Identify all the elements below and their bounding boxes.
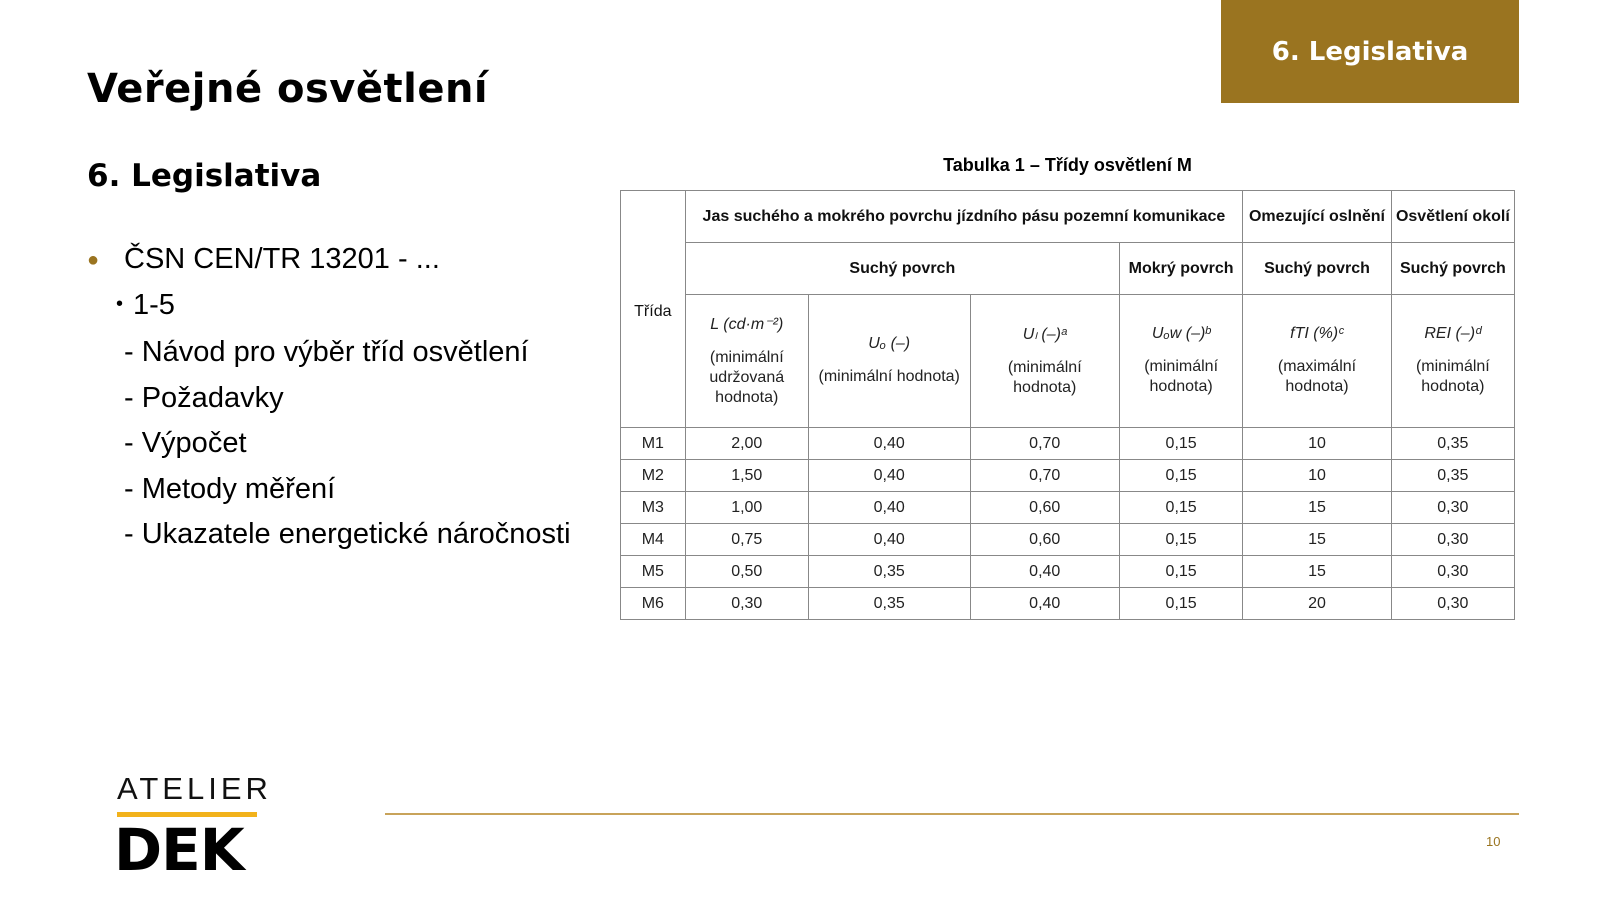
table-row xyxy=(621,588,1515,620)
table-cell: 0,40 xyxy=(808,492,970,524)
header-class: Třída xyxy=(621,191,686,428)
column-header: REI (–)ᵈ (minimální hodnota) xyxy=(1391,295,1514,428)
page-title: Veřejné osvětlení xyxy=(87,66,489,112)
table-cell: 0,60 xyxy=(970,492,1120,524)
list-item: - Výpočet xyxy=(124,427,247,459)
table-cell: 0,40 xyxy=(808,524,970,556)
column-header: L (cd·m⁻²) (minimální udržovaná hodnota) xyxy=(685,295,808,428)
table-cell: 1,00 xyxy=(685,492,808,524)
table-cell: 0,15 xyxy=(1120,524,1243,556)
table-cell: 0,70 xyxy=(970,460,1120,492)
table-cell: 0,50 xyxy=(685,556,808,588)
list-item: - Metody měření xyxy=(124,472,336,505)
table-cell: 0,30 xyxy=(1391,556,1514,588)
header-surround-group: Osvětlení okolí xyxy=(1391,191,1514,243)
table-cell: 0,70 xyxy=(970,428,1120,460)
table-row xyxy=(621,428,1515,460)
table-cell: 15 xyxy=(1243,524,1391,556)
table-cell: 15 xyxy=(1243,492,1391,524)
table-cell: M5 xyxy=(621,556,686,588)
header-dry-surface-glare: Suchý povrch xyxy=(1243,243,1391,295)
header-dry-surface-surround: Suchý povrch xyxy=(1391,243,1514,295)
table-cell: 0,40 xyxy=(970,588,1120,620)
table-cell: 0,35 xyxy=(808,556,970,588)
table-cell: 0,30 xyxy=(1391,524,1514,556)
page-number: 10 xyxy=(1486,834,1501,849)
table-cell: 10 xyxy=(1243,460,1391,492)
table-cell: 0,35 xyxy=(1391,460,1514,492)
bullet-dot-icon: • xyxy=(116,293,124,315)
table-cell: 10 xyxy=(1243,428,1391,460)
table-cell: 0,75 xyxy=(685,524,808,556)
section-subtitle: 6. Legislativa xyxy=(87,158,322,194)
table-cell: 0,40 xyxy=(808,460,970,492)
list-item: - Návod pro výběr tříd osvětlení xyxy=(124,336,529,368)
section-badge: 6. Legislativa xyxy=(1221,0,1519,103)
footer-divider xyxy=(385,813,1519,815)
table-cell: 20 xyxy=(1243,588,1391,620)
list-item: - Požadavky xyxy=(124,381,284,414)
table-cell: M6 xyxy=(621,588,686,620)
table-row xyxy=(621,492,1515,524)
lighting-class-table xyxy=(620,190,1515,620)
header-luminance-group: Jas suchého a mokrého povrchu jízdního pásu pozemní komunikace xyxy=(685,191,1243,243)
table-cell: 0,15 xyxy=(1120,428,1243,460)
header-dry-surface: Suchý povrch xyxy=(685,243,1119,295)
logo-text-atelier: ATELIER xyxy=(117,771,272,806)
table-cell: 0,15 xyxy=(1120,460,1243,492)
table-cell: M4 xyxy=(621,524,686,556)
column-header: Uₒw (–)ᵇ (minimální hodnota) xyxy=(1120,295,1243,428)
bullet-text: ČSN CEN/TR 13201 - ... xyxy=(124,243,440,275)
bullet-text: 1-5 xyxy=(133,289,175,321)
bullet-item-parts xyxy=(116,289,175,322)
column-header: fTI (%)ᶜ (maximální hodnota) xyxy=(1243,295,1391,428)
table-caption: Tabulka 1 – Třídy osvětlení M xyxy=(943,155,1192,175)
table-cell: 0,35 xyxy=(1391,428,1514,460)
table-cell: 1,50 xyxy=(685,460,808,492)
part-list xyxy=(124,334,571,562)
table-cell: 2,00 xyxy=(685,428,808,460)
table-cell: M2 xyxy=(621,460,686,492)
table-cell: 0,40 xyxy=(808,428,970,460)
table-row xyxy=(621,460,1515,492)
table-row xyxy=(621,524,1515,556)
table-cell: 0,60 xyxy=(970,524,1120,556)
table-row xyxy=(621,556,1515,588)
logo-text-dek: DEK xyxy=(114,816,244,884)
bullet-dot-icon: ● xyxy=(87,249,100,271)
header-wet-surface: Mokrý povrch xyxy=(1120,243,1243,295)
table-cell: 0,30 xyxy=(685,588,808,620)
table-cell: M1 xyxy=(621,428,686,460)
table-cell: M3 xyxy=(621,492,686,524)
column-header: Uₗ (–)ᵃ (minimální hodnota) xyxy=(970,295,1120,428)
table-cell: 0,15 xyxy=(1120,492,1243,524)
table-cell: 0,15 xyxy=(1120,588,1243,620)
table-cell: 15 xyxy=(1243,556,1391,588)
table-cell: 0,30 xyxy=(1391,588,1514,620)
list-item: - Ukazatele energetické náročnosti xyxy=(124,518,571,550)
table-cell: 0,35 xyxy=(808,588,970,620)
table-cell: 0,30 xyxy=(1391,492,1514,524)
column-header: Uₒ (–) (minimální hodnota) xyxy=(808,295,970,428)
header-glare-group: Omezující oslnění xyxy=(1243,191,1391,243)
table-cell: 0,15 xyxy=(1120,556,1243,588)
table-cell: 0,40 xyxy=(970,556,1120,588)
